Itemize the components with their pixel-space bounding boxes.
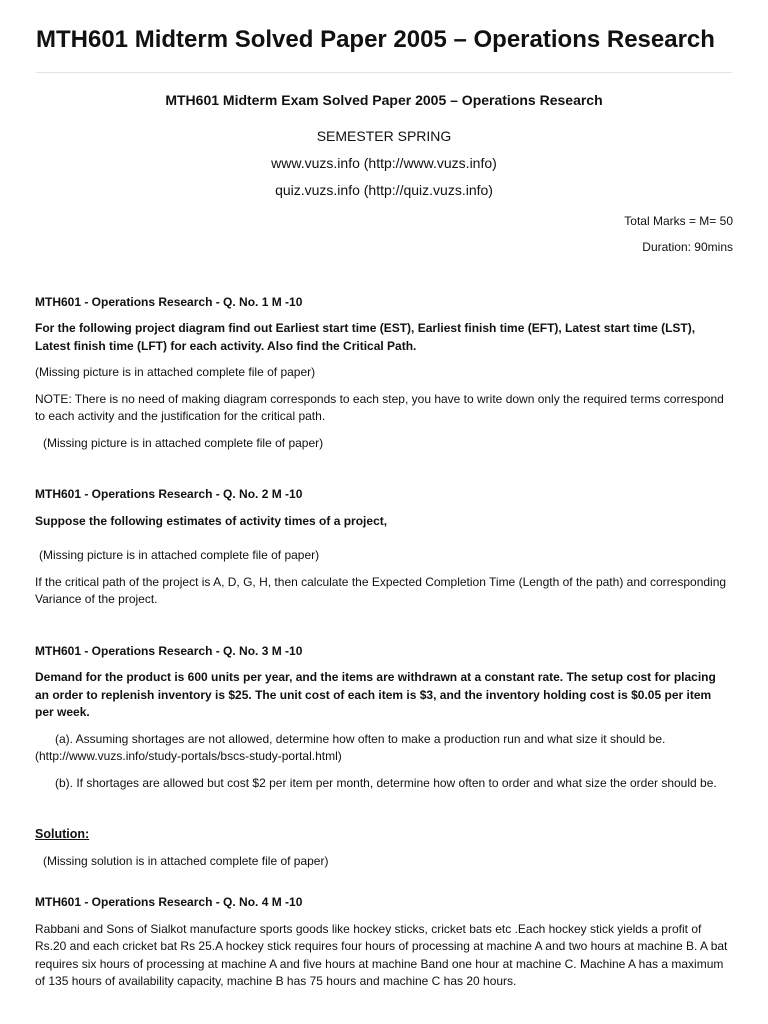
title-divider: [36, 72, 732, 73]
site-line-2[interactable]: quiz.vuzs.info (http://quiz.vuzs.info): [275, 181, 493, 198]
semester-line: SEMESTER SPRING: [316, 127, 452, 144]
q2-missing-picture: (Missing picture is in attached complete file of paper): [39, 548, 320, 562]
document-body: [35, 92, 733, 991]
q3-part-a: (a). Assuming shortages are not allowed, determine how often to make a production run and what size it should be.: [55, 731, 666, 746]
duration: Duration: 90mins: [642, 240, 733, 254]
q2-text: If the critical path of the project is A, D, G, H, then calculate the Expected Completion Time (Length of the path) and corresponding Variance of the project.: [35, 574, 727, 606]
q1-missing-picture: (Missing picture is in attached complete file of paper): [35, 365, 316, 379]
q2-heading: MTH601 - Operations Research - Q. No. 2 M -10: [35, 487, 303, 501]
q1-heading: MTH601 - Operations Research - Q. No. 1 M -10: [35, 294, 303, 309]
document-title: MTH601 Midterm Solved Paper 2005 – Operations Research: [36, 26, 715, 53]
q4-text: Rabbani and Sons of Sialkot manufacture sports goods like hockey sticks, cricket bats etc .Each hockey stick yields a profit of Rs.20 and each cricket bat Rs 25.A hockey stick requires four hours of processing at machine A and two hours at machine B. A bat requires six hours of processing at machine A and five hours at machine Band one hour at machine C. Machine A has a maximum of 135 hours of availability capacity, machine B has 75 hours and machine C has 20 hours.: [35, 921, 728, 988]
total-marks: Total Marks = M= 50: [624, 213, 733, 228]
q3-part-a-link[interactable]: (http://www.vuzs.info/study-portals/bscs-study-portal.html): [35, 749, 342, 763]
q1-note: NOTE: There is no need of making diagram corresponds to each step, you have to write down only the required terms correspond to each activity and the justification for the critical path.: [35, 391, 724, 423]
exam-subtitle: MTH601 Midterm Exam Solved Paper 2005 – Operations Research: [165, 92, 603, 108]
q3-part-b: (b). If shortages are allowed but cost $2 per item per month, determine how often to order and what size the order should be.: [55, 775, 717, 790]
q4-heading: MTH601 - Operations Research - Q. No. 4 M -10: [35, 895, 303, 909]
q3-question: Demand for the product is 600 units per year, and the items are withdrawn at a constant rate. The setup cost for placing an order to replenish inventory is $25. The unit cost of each item is $3, and the inventory holding cost is $0.05 per item per week.: [35, 670, 716, 719]
q1-question: For the following project diagram find out Earliest start time (EST), Earliest finish time (EFT), Latest start time (LST), Latest finish time (LFT) for each activity. Also find the Critical Path.: [35, 321, 696, 353]
q1-missing-picture-2: (Missing picture is in attached complete file of paper): [43, 435, 324, 450]
q3-missing-solution: (Missing solution is in attached complete file of paper): [43, 853, 329, 868]
q2-question: Suppose the following estimates of activity times of a project,: [35, 513, 388, 528]
q3-heading: MTH601 - Operations Research - Q. No. 3 M -10: [35, 643, 303, 658]
site-line-1[interactable]: www.vuzs.info (http://www.vuzs.info): [271, 154, 497, 171]
solution-label: Solution:: [35, 827, 90, 841]
